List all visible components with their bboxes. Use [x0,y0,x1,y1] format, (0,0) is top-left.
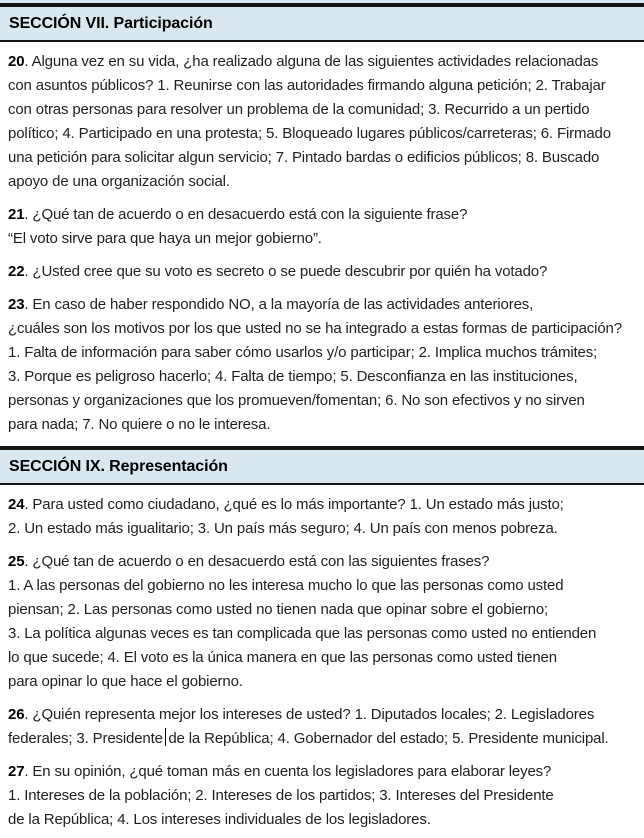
question-paragraph[interactable] [0,760,644,832]
text-segment: piensan; 2. Las personas como usted no tienen nada que opinar sobre el gobierno; [8,601,549,618]
question-paragraph[interactable] [0,203,644,251]
document-content [0,3,644,832]
text-segment: . En caso de haber respondido NO, a la mayoría de las actividades anteriores, [24,296,534,313]
text-line [8,646,644,670]
text-line [8,784,644,808]
text-segment: . ¿Quién representa mejor los intereses de usted? 1. Diputados locales; 2. Legisladores [24,706,595,723]
text-line [8,365,644,389]
question-paragraph[interactable] [0,50,644,194]
question-paragraph[interactable] [0,550,644,694]
text-line [8,293,644,317]
text-segment: . ¿Usted cree que su voto es secreto o se puede descubrir por quién ha votado? [24,263,548,280]
text-segment: para opinar lo que hace el gobierno. [8,673,243,690]
text-line [8,550,644,574]
text-segment: lo que sucede; 4. El voto es la única manera en que las personas como usted tienen [8,649,557,666]
question-paragraph[interactable] [0,293,644,437]
text-line [8,670,644,694]
question-paragraph[interactable] [0,260,644,284]
text-line [8,808,644,832]
section-header-label: SECCIÓN IX. Representación [9,458,228,475]
text-line [8,622,644,646]
text-segment: . Para usted como ciudadano, ¿qué es lo más importante? 1. Un estado más justo; [24,496,564,513]
text-cursor [165,728,167,746]
text-line [8,727,644,751]
text-segment: ¿cuáles son los motivos por los que usted no se ha integrado a estas formas de participación? [8,320,622,337]
text-line [8,493,644,517]
text-segment: personas y organizaciones que los promueven/fomentan; 6. No son efectivos y no sirven [8,392,585,409]
text-line [8,703,644,727]
question-number: 22 [8,263,25,280]
text-line [8,413,644,437]
text-segment: de la República; 4. Los intereses individuales de los legisladores. [8,811,431,828]
question-number: 26 [8,706,25,723]
text-line [8,317,644,341]
question-number: 25 [8,553,25,570]
text-segment: federales; 3. Presidente [8,730,163,747]
text-line [8,227,644,251]
text-line [8,74,644,98]
question-number: 24 [8,496,25,513]
text-segment: de la República; 4. Gobernador del estado; 5. Presidente municipal. [168,730,609,747]
text-line [8,146,644,170]
text-line [8,517,644,541]
text-line [8,98,644,122]
text-segment: . ¿Qué tan de acuerdo o en desacuerdo está con la siguiente frase? [24,206,468,223]
text-line [8,260,644,284]
text-segment: 1. A las personas del gobierno no les interesa mucho lo que las personas como usted [8,577,564,594]
text-segment: 3. La política algunas veces es tan complicada que las personas como usted no entienden [8,625,597,642]
text-segment: . ¿Qué tan de acuerdo o en desacuerdo está con las siguientes frases? [24,553,490,570]
text-line [8,341,644,365]
text-segment: político; 4. Participado en una protesta; 5. Bloqueado lugares públicos/carreteras; 6. Firmado [8,125,611,142]
text-line [8,203,644,227]
text-line [8,389,644,413]
text-line [8,50,644,74]
text-segment: con asuntos públicos? 1. Reunirse con las autoridades firmando alguna petición; 2. Trabajar [8,77,606,94]
question-number: 23 [8,296,25,313]
text-line [8,574,644,598]
text-line [8,122,644,146]
text-segment: una petición para solicitar algun servicio; 7. Pintado bardas o edificios públicos; 8. Buscado [8,149,600,166]
question-number: 21 [8,206,25,223]
text-segment: 1. Intereses de la población; 2. Intereses de los partidos; 3. Intereses del Presidente [8,787,554,804]
text-segment: 3. Porque es peligroso hacerlo; 4. Falta de tiempo; 5. Desconfianza en las instituciones, [8,368,578,385]
question-number: 20 [8,53,25,70]
section-header [0,446,644,485]
text-segment: . Alguna vez en su vida, ¿ha realizado alguna de las siguientes actividades relacionadas [24,53,599,70]
question-paragraph[interactable] [0,493,644,541]
section-header [0,3,644,42]
text-line [8,760,644,784]
text-segment: 2. Un estado más igualitario; 3. Un país más seguro; 4. Un país con menos pobreza. [8,520,558,537]
question-paragraph[interactable] [0,703,644,751]
text-segment: . En su opinión, ¿qué toman más en cuenta los legisladores para elaborar leyes? [24,763,552,780]
text-segment: para nada; 7. No quiere o no le interesa. [8,416,271,433]
text-segment: con otras personas para resolver un problema de la comunidad; 3. Recurrido a un pertido [8,101,590,118]
section-header-label: SECCIÓN VII. Participación [9,15,213,32]
question-number: 27 [8,763,25,780]
text-line [8,170,644,194]
text-segment: 1. Falta de información para saber cómo usarlos y/o participar; 2. Implica muchos trámites; [8,344,598,361]
text-line [8,598,644,622]
text-segment: “El voto sirve para que haya un mejor gobierno”. [8,230,322,247]
text-segment: apoyo de una organización social. [8,173,230,190]
